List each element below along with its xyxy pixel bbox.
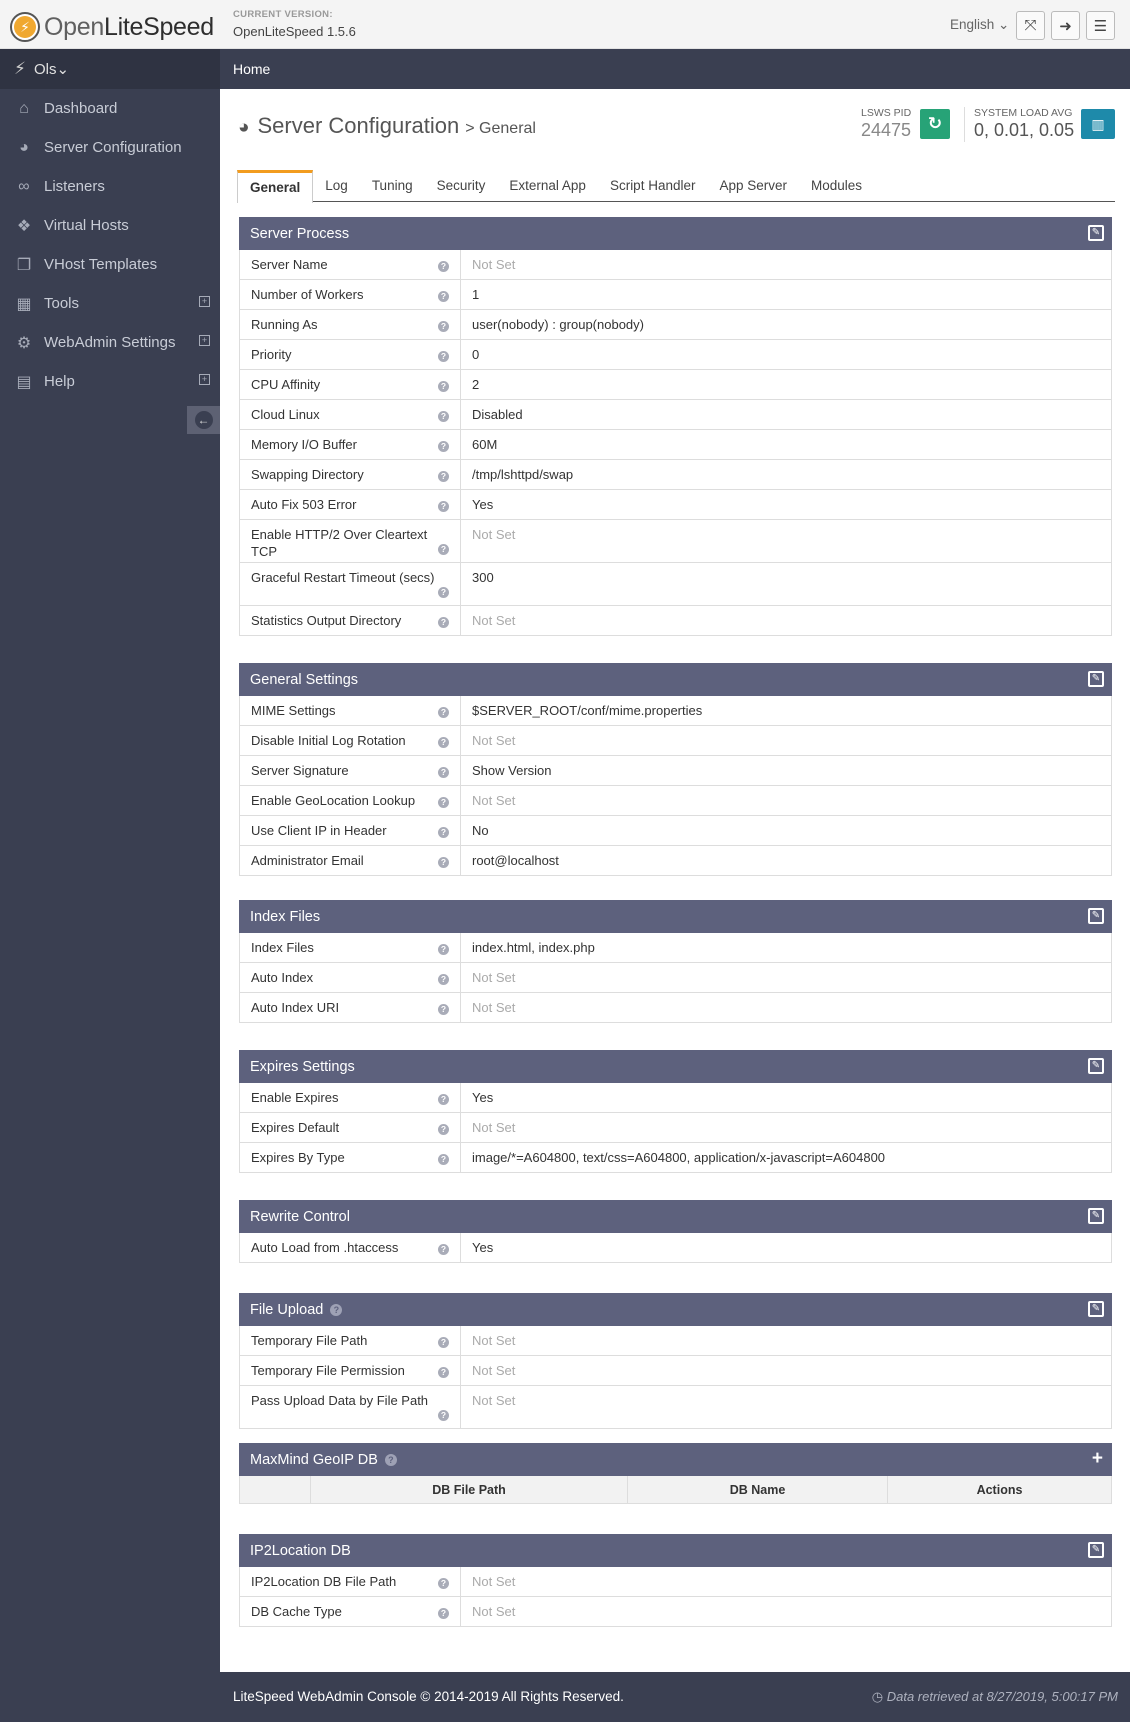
table-row [239,1233,1112,1263]
tab-script-handler[interactable]: Script Handler [609,178,696,193]
panel-title: General Settings [250,671,359,688]
table-row [239,1356,1112,1386]
edit-icon[interactable]: ✎ [1088,671,1104,687]
page-subtitle: > General [465,120,536,137]
setting-value: Not Set [472,527,516,542]
book-icon: ▤ [16,373,32,391]
setting-label-text: Cloud Linux [251,407,320,422]
table-row [239,1386,1112,1429]
setting-label-text: Auto Fix 503 Error [251,497,357,512]
setting-value: Disabled [472,407,523,422]
sidebar-item-webadmin-settings[interactable] [0,323,220,362]
home-icon: ⌂ [19,99,29,117]
panel-title: Server Process [250,225,350,242]
setting-label [240,1597,461,1626]
help-icon[interactable]: ? [438,411,449,422]
setting-label [240,1083,461,1112]
sidebar-item-vhost-templates[interactable] [0,245,220,284]
sidebar-item-label: Dashboard [44,100,118,117]
setting-label-text: Memory I/O Buffer [251,437,357,452]
table-row [239,606,1112,636]
setting-value: Yes [472,1240,494,1255]
hamburger-icon: ☰ [1093,17,1108,35]
setting-label-text: Index Files [251,940,314,955]
sidebar-item-label: Virtual Hosts [44,217,129,234]
edit-icon[interactable]: ✎ [1088,1301,1104,1317]
bar-chart-icon: ▥ [1091,115,1105,132]
table-row [239,1113,1112,1143]
setting-value: image/*=A604800, text/css=A604800, application/x-javascript=A604800 [472,1150,886,1165]
help-icon[interactable]: ? [438,707,449,718]
globe-icon: ◕ [19,138,29,156]
panel-index-files [239,900,1112,1023]
setting-label-text: Auto Index [251,970,314,985]
panel-header [239,900,1112,933]
setting-value: user(nobody) : group(nobody) [472,317,644,332]
setting-label [240,563,461,605]
setting-value: Show Version [472,763,552,778]
logo-text-litespeed: LiteSpeed [103,12,214,41]
help-icon[interactable]: ? [438,974,449,985]
table-row [239,726,1112,756]
setting-label-text: Expires Default [251,1120,340,1135]
setting-label [240,250,461,279]
panel-title: Rewrite Control [250,1208,350,1225]
setting-value: $SERVER_ROOT/conf/mime.properties [472,703,703,718]
breadcrumb-home[interactable]: Home [233,61,271,77]
setting-value: Not Set [472,257,516,272]
setting-label-text: Running As [251,317,318,332]
fullscreen-button[interactable] [1016,11,1045,40]
table-row [239,816,1112,846]
setting-value: index.html, index.php [472,940,595,955]
help-icon[interactable]: ? [438,1094,449,1105]
table-row [239,1326,1112,1356]
sidebar-item-help[interactable] [0,362,220,401]
setting-label [240,1356,461,1385]
setting-label-text: CPU Affinity [251,377,321,392]
panel-title: MaxMind GeoIP DB [250,1451,378,1468]
setting-label-text: Pass Upload Data by File Path [251,1393,429,1408]
divider [964,107,965,142]
sidebar-item-label: Tools [44,295,80,312]
setting-value: Not Set [472,1574,516,1589]
version-label: CURRENT VERSION: [233,9,333,20]
column-header-db-file-path: DB File Path [311,1476,628,1503]
table-row [239,756,1112,786]
version-value: OpenLiteSpeed 1.5.6 [233,24,356,39]
page-title [238,113,536,139]
setting-label [240,756,461,785]
table-row [239,460,1112,490]
footer-retrieved-text: Data retrieved at 8/27/2019, 5:00:17 PM [886,1689,1118,1704]
setting-label-text: Enable GeoLocation Lookup [251,793,416,808]
column-header-actions: Actions [976,1482,1023,1497]
setting-value: Yes [472,1090,494,1105]
tab-general[interactable]: General [237,170,313,203]
help-icon[interactable]: ? [438,261,449,272]
setting-label [240,280,461,309]
setting-value: Not Set [472,1000,516,1015]
edit-icon[interactable]: ✎ [1088,1058,1104,1074]
logout-button[interactable] [1051,11,1080,40]
setting-value: Not Set [472,970,516,985]
setting-label-text: Server Signature [251,763,349,778]
setting-value: Not Set [472,613,516,628]
help-icon[interactable]: ? [438,1004,449,1015]
top-header [0,0,1130,49]
sidebar-item-virtual-hosts[interactable] [0,206,220,245]
help-icon[interactable]: ? [438,827,449,838]
table-row [239,786,1112,816]
tab-security[interactable]: Security [436,178,486,193]
sidebar-item-label: Server Configuration [44,139,182,156]
panel-file-upload [239,1293,1112,1429]
setting-label [240,310,461,339]
setting-value: Yes [472,497,494,512]
help-icon[interactable]: ? [438,1154,449,1165]
edit-icon[interactable]: ✎ [1088,225,1104,241]
openlitespeed-logo[interactable] [10,12,214,42]
load-value: 0, 0.01, 0.05 [974,120,1075,140]
setting-label-text: Use Client IP in Header [251,823,387,838]
breadcrumb [220,49,1130,89]
sidebar-item-label: Help [44,373,75,390]
panel-header [239,1534,1112,1567]
copy-icon: ❐ [16,256,32,274]
tab-external-app[interactable]: External App [509,178,586,193]
grid-icon: ▦ [16,295,32,313]
language-dropdown[interactable]: English ⌄ [950,17,1010,32]
setting-label [240,400,461,429]
help-icon[interactable]: ? [438,617,449,628]
table-row [239,250,1112,280]
expand-icon: ⤧ [1024,17,1037,34]
setting-label-text: Auto Index URI [251,1000,340,1015]
help-icon[interactable]: ? [438,501,449,512]
setting-label [240,816,461,845]
pid-value: 24475 [861,120,912,140]
pid-label: LSWS PID [861,107,912,119]
gear-icon: ⚙ [16,334,32,352]
setting-label-text: Auto Load from .htaccess [251,1240,399,1255]
setting-label [240,490,461,519]
setting-value: 2 [472,377,480,392]
setting-label [240,606,461,635]
help-icon[interactable]: ? [438,441,449,452]
sidebar-item-server-configuration[interactable] [0,128,220,167]
setting-label-text: Temporary File Permission [251,1363,405,1378]
help-icon[interactable]: ? [438,1578,449,1589]
panel-rewrite-control [239,1200,1112,1263]
table-row [239,933,1112,963]
help-icon[interactable]: ? [438,587,449,598]
setting-label [240,520,461,562]
tab-app-server[interactable]: App Server [719,178,788,193]
help-icon[interactable]: ? [438,381,449,392]
footer [220,1672,1130,1722]
column-header-empty [240,1476,311,1503]
panel-header [239,1293,1112,1326]
expand-plus-icon[interactable]: + [199,296,210,307]
help-icon[interactable]: ? [438,471,449,482]
table-row [239,430,1112,460]
sidebar-item-label: Listeners [44,178,105,195]
setting-label-text: Priority [251,347,292,362]
setting-label-text: Graceful Restart Timeout (secs) [251,570,435,585]
column-header-db-name: DB Name [628,1476,888,1503]
help-icon[interactable]: ? [438,544,449,555]
help-icon[interactable]: ? [438,797,449,808]
user-logo-icon: ⚡ [14,59,26,78]
setting-label-text: Expires By Type [251,1150,345,1165]
table-row [239,963,1112,993]
table-row [239,310,1112,340]
footer-retrieved [872,1689,1118,1705]
help-icon[interactable]: ? [438,1124,449,1135]
realtime-stats-button[interactable] [1081,109,1115,139]
edit-icon[interactable]: ✎ [1088,908,1104,924]
logo-text-open: Open [44,12,104,41]
edit-icon[interactable]: ✎ [1088,1542,1104,1558]
setting-label-text: DB Cache Type [251,1604,342,1619]
sidebar-item-dashboard[interactable] [0,89,220,128]
table-row [239,1567,1112,1597]
setting-label [240,696,461,725]
tab-tuning[interactable]: Tuning [371,178,413,193]
add-icon[interactable]: + [1091,1448,1103,1469]
setting-label-text: Swapping Directory [251,467,364,482]
edit-icon[interactable]: ✎ [1088,1208,1104,1224]
setting-value: root@localhost [472,853,559,868]
panel-title: File Upload [250,1301,324,1318]
setting-label [240,1567,461,1596]
help-icon[interactable]: ? [330,1304,342,1316]
lsws-pid [861,107,911,141]
setting-label [240,933,461,962]
sidebar-item-label: WebAdmin Settings [44,334,176,351]
setting-label [240,1326,461,1355]
setting-label [240,786,461,815]
panel-expires-settings [239,1050,1112,1173]
footer-copyright: LiteSpeed WebAdmin Console © 2014-2019 All Rights Reserved. [233,1689,624,1704]
table-row [239,370,1112,400]
refresh-icon: ↻ [927,114,943,133]
setting-label-text: Enable HTTP/2 Over Cleartext TCP [251,527,428,559]
setting-value: 0 [472,347,480,362]
table-row [239,280,1112,310]
table-row [239,1143,1112,1173]
table-row [239,1083,1112,1113]
sidebar-item-tools[interactable] [0,284,220,323]
table-row [239,846,1112,876]
table-row [239,1597,1112,1627]
table-header [239,1476,1112,1504]
panel-maxmind-geoip-db [239,1443,1112,1504]
help-icon[interactable]: ? [438,767,449,778]
panel-header [239,663,1112,696]
setting-label-text: Statistics Output Directory [251,613,402,628]
panel-title: Index Files [250,908,321,925]
table-row [239,490,1112,520]
panel-server-process [239,217,1112,636]
globe-icon: ◕ [238,117,250,138]
expand-plus-icon[interactable]: + [199,374,210,385]
setting-value: Not Set [472,1363,516,1378]
setting-label-text: IP2Location DB File Path [251,1574,397,1589]
user-name: Ols⌄ [33,61,70,78]
setting-label [240,1143,461,1172]
setting-label [240,993,461,1022]
setting-label [240,1113,461,1142]
restart-button[interactable] [920,109,950,139]
setting-label [240,1386,461,1428]
setting-label [240,370,461,399]
setting-value: 60M [472,437,498,452]
sidebar-item-listeners[interactable] [0,167,220,206]
page-title-text: Server Configuration [257,113,460,138]
setting-value: Not Set [472,1120,516,1135]
panel-header [239,1050,1112,1083]
clock-icon: ◷ [871,1689,887,1704]
setting-label-text: Number of Workers [251,287,364,302]
help-icon[interactable]: ? [438,1367,449,1378]
setting-value: /tmp/lshttpd/swap [472,467,574,482]
load-label: SYSTEM LOAD AVG [974,107,1073,119]
help-icon[interactable]: ? [438,1410,449,1421]
table-row [239,340,1112,370]
lightning-icon: ⚡ [10,12,40,42]
table-row [239,563,1112,606]
setting-label-text: Disable Initial Log Rotation [251,733,406,748]
tab-modules[interactable]: Modules [811,178,863,193]
panel-header [239,217,1112,250]
setting-value: No [472,823,489,838]
setting-label [240,430,461,459]
help-icon[interactable]: ? [438,321,449,332]
help-icon[interactable]: ? [438,1608,449,1619]
setting-label-text: MIME Settings [251,703,336,718]
panel-title: IP2Location DB [250,1542,351,1559]
setting-label-text: Administrator Email [251,853,364,868]
help-icon[interactable]: ? [438,1337,449,1348]
setting-value: 300 [472,570,494,585]
setting-label [240,340,461,369]
current-version [233,9,356,39]
sidebar-collapse-button[interactable] [187,406,220,434]
help-icon[interactable]: ? [385,1454,397,1466]
arrow-left-icon: ← [195,411,213,429]
system-load [974,107,1074,141]
table-row [239,696,1112,726]
sidebar [0,49,220,1722]
panel-header [239,1200,1112,1233]
sidebar-item-label: VHost Templates [44,256,158,273]
tab-log[interactable]: Log [325,178,348,193]
panel-title: Expires Settings [250,1058,355,1075]
help-icon[interactable]: ? [438,1244,449,1255]
setting-value: Not Set [472,1333,516,1348]
panel-ip2location-db [239,1534,1112,1627]
expand-plus-icon[interactable]: + [199,335,210,346]
setting-value: Not Set [472,1393,516,1408]
help-icon[interactable]: ? [438,351,449,362]
cubes-icon: ❖ [16,217,32,235]
link-icon: ∞ [18,177,30,195]
setting-label-text: Server Name [251,257,328,272]
setting-label [240,460,461,489]
setting-label [240,963,461,992]
table-row [239,400,1112,430]
panel-general-settings [239,663,1112,876]
help-icon[interactable]: ? [438,857,449,868]
config-tabs [237,170,1115,202]
panel-header [239,1443,1112,1476]
sign-out-icon: ➜ [1059,17,1072,35]
setting-value: Not Set [472,1604,516,1619]
setting-label-text: Enable Expires [251,1090,339,1105]
user-menu[interactable] [0,49,220,89]
help-icon[interactable]: ? [438,737,449,748]
setting-value: Not Set [472,793,516,808]
table-row [239,993,1112,1023]
table-row [239,520,1112,563]
setting-value: Not Set [472,733,516,748]
setting-label [240,1233,461,1262]
setting-label [240,726,461,755]
setting-value: 1 [472,287,480,302]
menu-button[interactable] [1086,11,1115,40]
help-icon[interactable]: ? [438,291,449,302]
setting-label [240,846,461,875]
setting-label-text: Temporary File Path [251,1333,368,1348]
help-icon[interactable]: ? [438,944,449,955]
